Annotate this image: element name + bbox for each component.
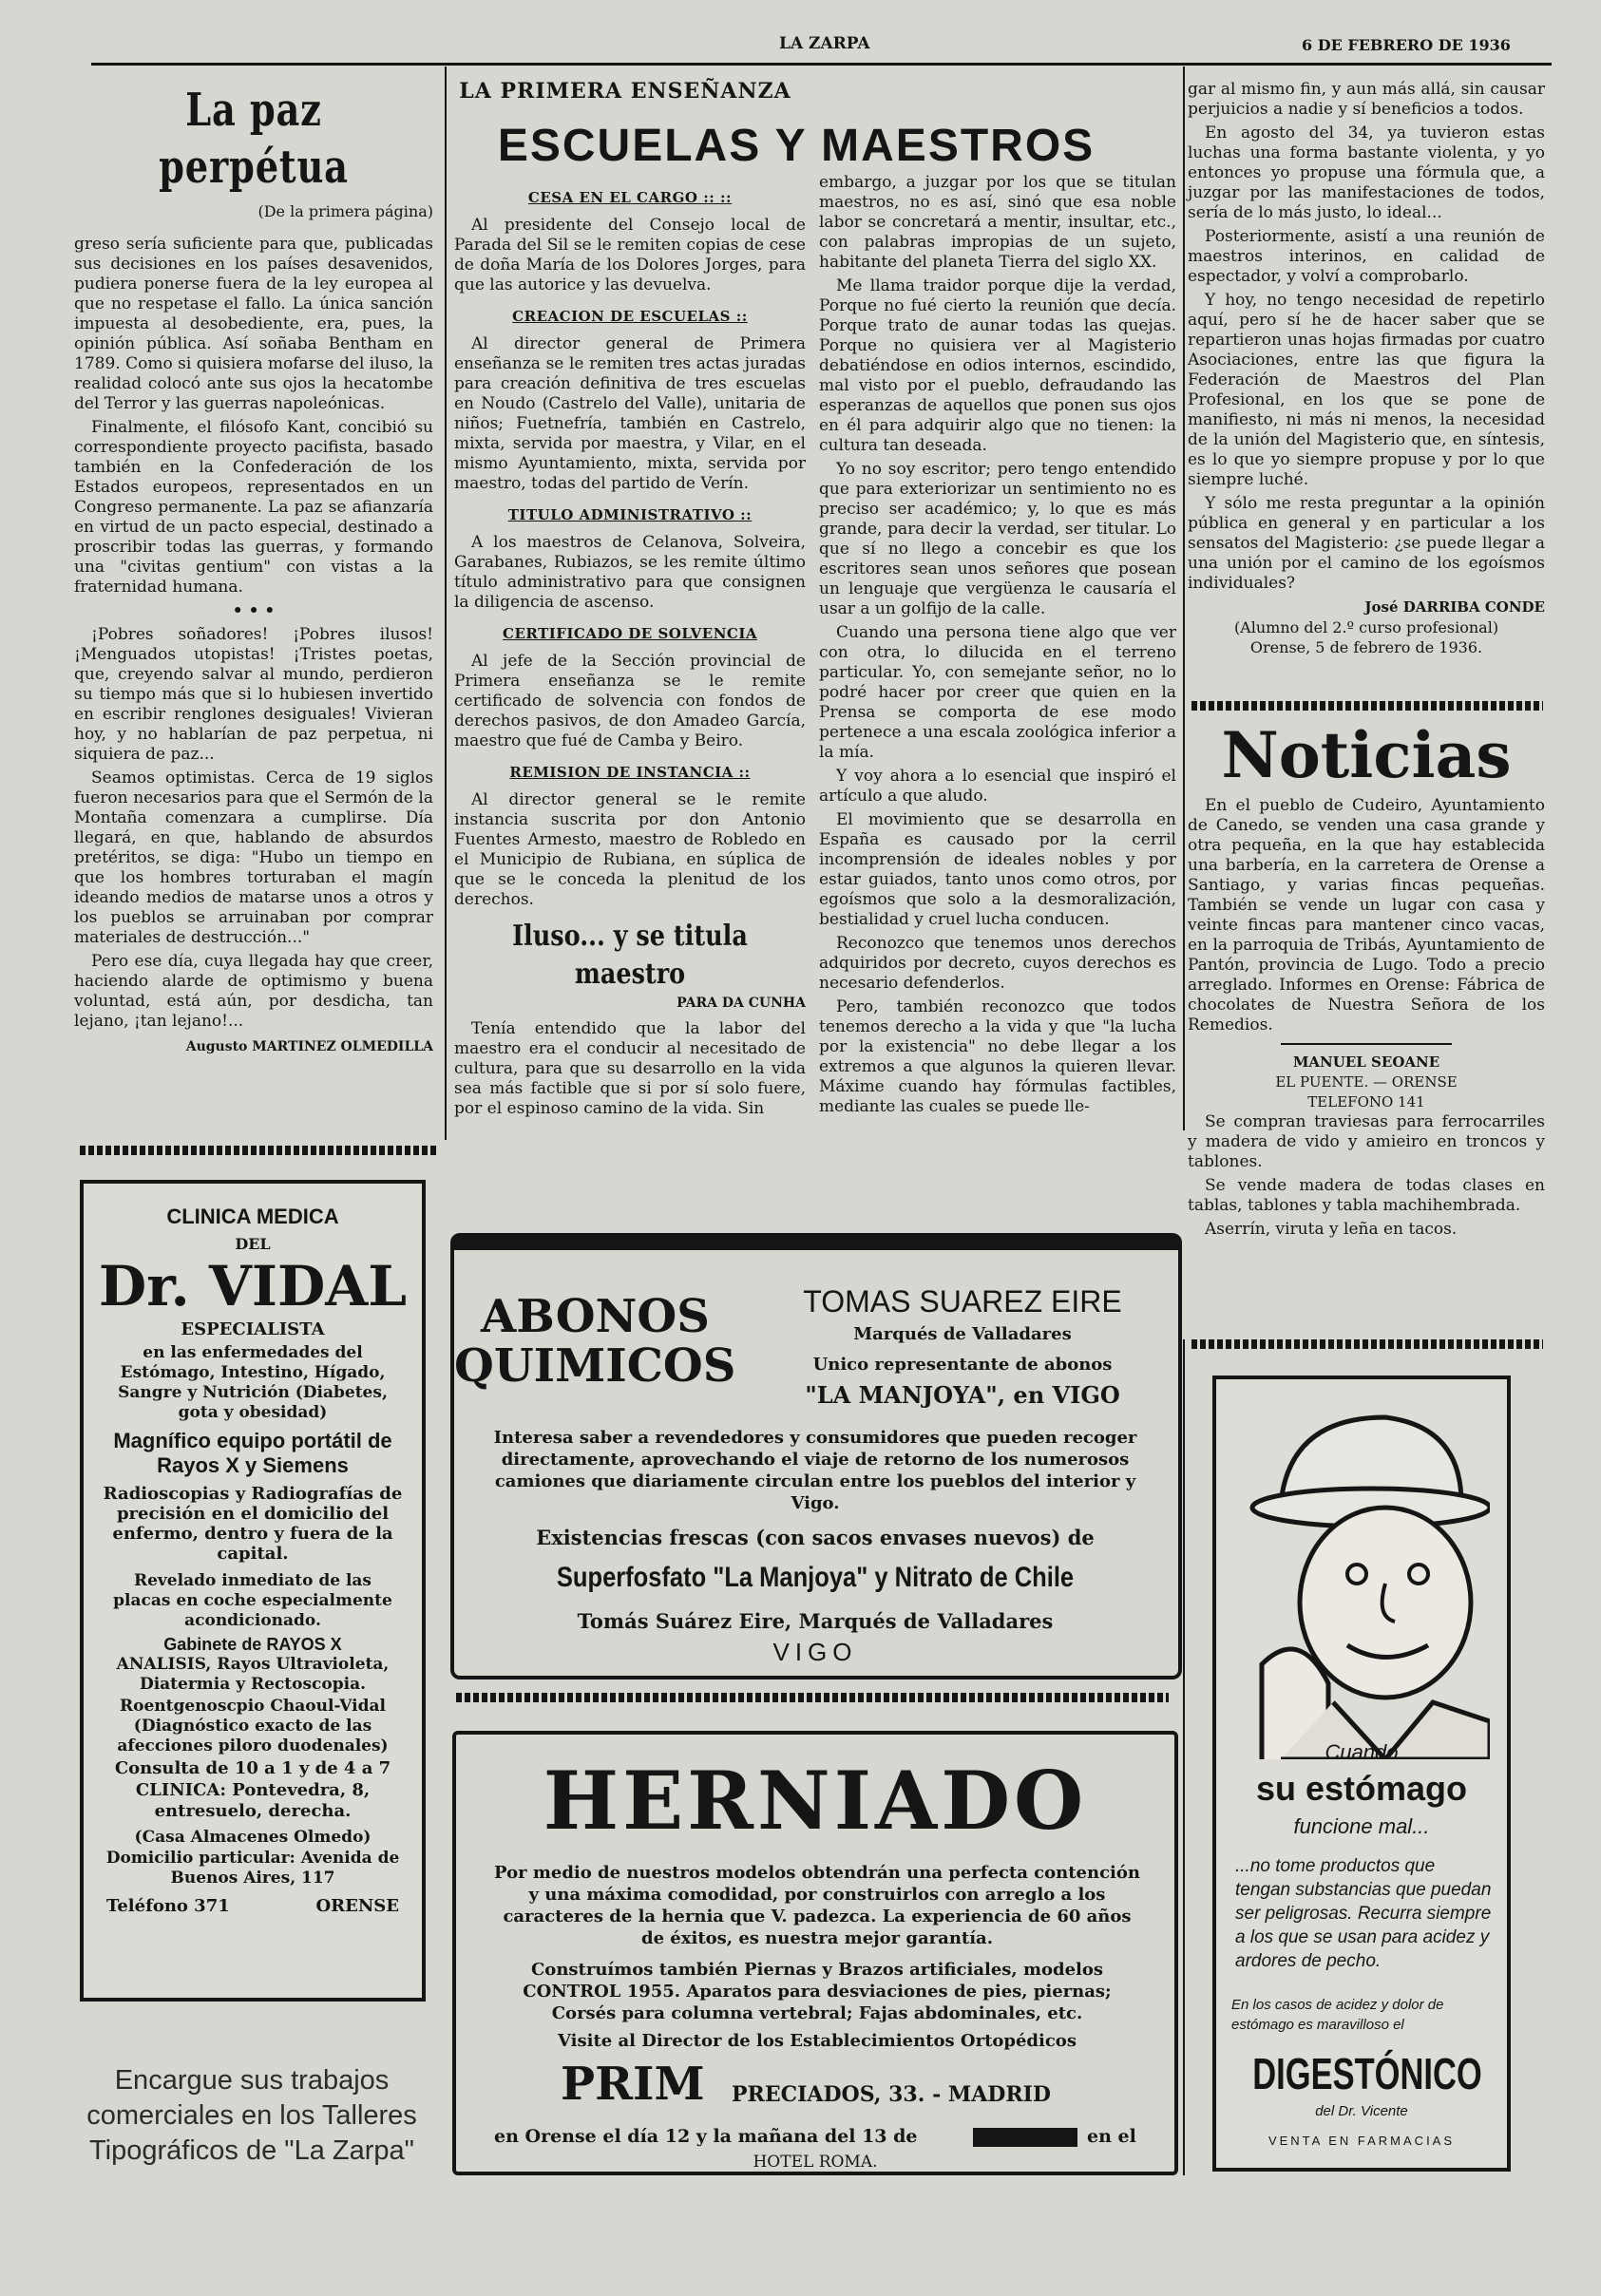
paragraph: Y hoy, no tengo necesidad de repetirlo aquí, pero sí he de hacer saber que se repartieron unas hojas firmadas por cuatro Asociaciones, entre las que figura la Federación de Maestros del Plan Profesional, en los que se pone de manifiesto, ni más ni menos, la necesidad de la unión del Magisterio que, en síntesis, es lo que yo siempre propuse y por lo que siempre luché.	[1188, 291, 1545, 489]
section-kicker: LA PRIMERA ENSEÑANZA	[459, 79, 791, 104]
ad-product: Superfosfato "La Manjoya" y Nitrato de Chile	[556, 1562, 1075, 1593]
subheading: CERTIFICADO DE SOLVENCIA	[503, 625, 757, 642]
paragraph: Al director general se le remite instancia suscrita por don Antonio Fuentes Armesto, maestro de Robledo en el Municipio de Rubiana, en súplica de que se le conceda la plenitud de los derechos.	[454, 790, 806, 909]
column-divider	[1183, 1339, 1185, 2175]
paragraph: gar al mismo fin, y aun más allá, sin causar perjuicios a nadie y sí beneficios a todos.	[1188, 80, 1545, 119]
article-title: La paz perpétua	[159, 84, 349, 194]
ad-body: ...no tome productos que tengan substancias que puedan ser peligrosas. Recurra siempre a los que se usan para acidez y ardores de pecho.	[1235, 1856, 1492, 1971]
ad-clinica-vidal	[80, 1180, 426, 2002]
column-divider	[1183, 66, 1185, 1130]
seoane-phone: TELEFONO 141	[1307, 1093, 1425, 1110]
ad-title: ABONOS	[481, 1290, 710, 1343]
ad-line: (Casa Almacenes Olmedo)	[134, 1828, 372, 1847]
paragraph: Cuando una persona tiene algo que ver con otra, lo dilucida en el terreno particular. Yo, con semejante señor, no lo podré hacer por creer que quien en la Prensa se comporta de ese modo pertenece a una escala zoológica inferior a la mía.	[819, 623, 1176, 762]
paragraph: embargo, a juzgar por los que se titulan maestros, no es así, sinó que esa noble labor se concretará a mentir, insultar, etc., con palabras impropias de un sujeto, habitante del planeta Tierra del siglo XX.	[819, 173, 1176, 272]
ad-line: CLINICA: Pontevedra, 8, entresuelo, derecha.	[135, 1780, 371, 1821]
ad-line: Roentgenoscpio Chaoul-Vidal (Diagnóstico exacto de las afecciones piloro duodenales)	[117, 1697, 389, 1755]
ad-line: CLINICA MEDICA	[166, 1205, 339, 1228]
article-signature: Augusto MARTINEZ OLMEDILLA	[185, 1039, 433, 1054]
ad-line: Visite al Director de los Establecimientos Ortopédicos	[558, 2031, 1077, 2051]
paragraph: Se vende madera de todas clases en tablas, tablones y tabla machihembrada.	[1188, 1176, 1545, 1215]
dash-separator	[1191, 701, 1543, 711]
paragraph: Aserrín, viruta y leña en tacos.	[1205, 1220, 1458, 1239]
paragraph: Al jefe de la Sección provincial de Primera enseñanza se le remite certificado de solvencia con fondos de derechos pasivos, de don Amadeo García, maestro que fué de Camba y Beiro.	[454, 652, 806, 750]
ad-title: QUIMICOS	[454, 1339, 736, 1393]
issue-date: 6 DE FEBRERO DE 1936	[1302, 36, 1511, 54]
ad-headline: su estómago	[1255, 1769, 1468, 1808]
subheading: CREACION DE ESCUELAS ::	[512, 308, 748, 325]
paragraph: En agosto del 34, ya tuvieron estas luchas una forma bastante violenta, y yo entonces yo propuse una fórmula que, a juzgar por las manifestaciones de todos, sería de lo más justo, lo ideal...	[1188, 123, 1545, 222]
city: ORENSE	[315, 1896, 399, 1916]
article-paz-perpetua	[74, 82, 433, 1057]
phone: Teléfono 371	[106, 1896, 230, 1916]
ad-body: En los casos de acidez y dolor de estómago es maravilloso el	[1231, 1997, 1444, 2033]
ad-digestonico	[1212, 1376, 1511, 2172]
encargue-notice: Encargue sus trabajos comerciales en los Talleres Tipográficos de "La Zarpa"	[86, 2065, 417, 2166]
section-title: ESCUELAS Y MAESTROS	[497, 121, 1096, 171]
paragraph: En el pueblo de Cudeiro, Ayuntamiento de Canedo, se venden una casa grande y otra pequeña, en la que hay establecida una barbería, en la carretera de Orense a Santiago, y varias fincas pequeñas. También se vende un lugar con casa y veinte fincas para mantener cinco vacas, en la parroquia de Tribás, Ayuntamiento de Pantón, provincia de Lugo. Todo a precio arreglado. Informes en Orense: Fábrica de chocolates de Nuestra Señora de los Remedios.	[1188, 796, 1545, 1034]
paragraph: Seamos optimistas. Cerca de 19 siglos fueron necesarios para que el Sermón de la Montaña comenzara a cumplirse. Día llegará, en que, hablando de absurdos pretéritos, se diga: "Hubo un tiempo en que los hombres torturaban el magín ideando medios de matarse unos a otros y los pueblos se arruinaban por comprar materiales de destrucción..."	[74, 768, 433, 947]
ad-address: PRECIADOS, 33. - MADRID	[732, 2082, 1052, 2107]
ad-line: DEL	[235, 1235, 271, 1253]
seoane-address: EL PUENTE. — ORENSE	[1275, 1073, 1458, 1091]
ad-abonos-quimicos	[450, 1233, 1182, 1679]
paragraph: El movimiento que se desarrolla en España es causado por la cerril incomprensión de ideales nobles y por estar guiados, tanto unos como otros, por egoísmos que solo a la desmoralización, bestialidad y cruel lucha conducen.	[819, 810, 1176, 929]
ad-line: ANALISIS, Rayos Ultravioleta, Diatermia y Rectoscopia.	[116, 1655, 390, 1694]
ad-line: en Orense el día 12 y la mañana del 13 de	[494, 2126, 918, 2147]
paragraph: Reconozco que tenemos unos derechos adquiridos por decreto, cuyos derechos es necesario defenderlos.	[819, 934, 1176, 993]
ad-line: en las enfermedades del Estómago, Intestino, Hígado, Sangre y Nutrición (Diabetes, gota y obesidad)	[118, 1343, 388, 1422]
paragraph: Me llama traidor porque dije la verdad, Porque no fué cierto la reunión que decía. Porque trato de aunar todas las quejas. Porque no quisiera ver al Magisterio debatiéndose en odios internos, escindido, mal visto por el pueblo, defraudando las esperanzas de aquellos que ponen sus ojos en él para adquirir algo que no tienen: la cultura tan deseada.	[819, 276, 1176, 455]
dash-separator	[80, 1146, 436, 1155]
ad-herniado	[452, 1731, 1178, 2175]
seoane-name: MANUEL SEOANE	[1292, 1053, 1440, 1071]
paragraph: Pero ese día, cuya llegada hay que creer, haciendo alarde de optimismo y buena voluntad, está aún, por desdicha, tan lejano, ¡tan lejano!...	[74, 952, 433, 1031]
ad-line: Gabinete de RAYOS X	[163, 1635, 342, 1654]
ad-line: VENTA EN FARMACIAS	[1267, 2134, 1456, 2148]
ad-line: "LA MANJOYA", en VIGO	[805, 1381, 1120, 1409]
article-title: Iluso... y se titula maestro	[512, 920, 748, 991]
ad-brand: PRIM	[561, 2058, 705, 2111]
author-note: (Alumno del 2.º curso profesional)	[1233, 618, 1499, 636]
dash-separator	[456, 1693, 1169, 1702]
newspaper-title: LA ZARPA	[779, 34, 870, 53]
subheading: TITULO ADMINISTRATIVO ::	[507, 506, 753, 523]
ad-line: Domicilio particular: Avenida de Buenos Aires, 117	[105, 1849, 400, 1888]
censored-block	[973, 2128, 1077, 2147]
ad-company: TOMAS SUAREZ EIRE	[803, 1284, 1122, 1319]
paragraph: Tenía entendido que la labor del maestro era el conducir al necesitado de cultura, para que su desarrollo en la vida sea más factible que si por sí solo fuere, por el espinoso camino de la vida. Sin	[454, 1019, 806, 1118]
ad-body: Por medio de nuestros modelos obtendrán una perfecta contención y una máxima comodidad, por construirlos con arreglo a los caracteres de la hernia que V. padezca. La experiencia de 60 años de éxitos, es nuestra mejor garantía.	[494, 1863, 1140, 1948]
paragraph: A los maestros de Celanova, Solveira, Garabanes, Rubiazos, se les remite último título administrativo para que consignen la diligencia de ascenso.	[454, 533, 806, 612]
separator-stars: • • •	[232, 601, 276, 620]
paragraph: Yo no soy escritor; pero tengo entendido que para exteriorizar un sentimiento no es preciso ser académico; y, lo que es más grande, para decir la verdad, ser titular. Lo que sí no llego a concebir es que los escritores sean unos señores que posean un lenguaje que vergüenza le causaría el usar a un golfijo de la calle.	[819, 460, 1176, 618]
article-continuation	[819, 173, 1176, 1121]
ad-title: HERNIADO	[543, 1754, 1088, 1848]
paragraph: greso sería suficiente para que, publicadas sus decisiones en los países desavenidos, pudiera ponerse fuera de la ley europea al que no respetase el fallo. La única sanción impuesta al desobediente, era, pues, la opinión pública. Así soñaba Bentham en 1789. Como si quisiera mofarse del iluso, la realidad colocó ante sus ojos la hecatombe del Terror y las guerras napoleónicas.	[74, 235, 433, 413]
ad-line: Magnífico equipo portátil de Rayos X y Siemens	[113, 1429, 392, 1477]
ad-line: Tomás Suárez Eire, Marqués de Valladares	[577, 1609, 1054, 1633]
ad-body: Interesa saber a revendedores y consumidores que pueden recoger directamente, aprovechando el viaje de retorno de los numerosos camiones que diariamente circulan entre los pueblos del interior y Vigo.	[493, 1428, 1137, 1513]
article-signature: José DARRIBA CONDE	[1364, 598, 1545, 616]
doctor-name: Dr. VIDAL	[98, 1254, 408, 1319]
ad-line: en el	[1087, 2126, 1136, 2147]
ad-line: Marqués de Valladares	[853, 1324, 1072, 1344]
column-divider	[445, 66, 447, 1140]
ad-line: Radioscopias y Radiografías de precisión en el domicilio del enfermo, dentro y fuera de la capital.	[103, 1484, 403, 1564]
paragraph: Y voy ahora a lo esencial que inspiró el artículo a que aludo.	[819, 767, 1176, 806]
ad-line: Unico representante de abonos	[812, 1355, 1113, 1375]
noticias-title: Noticias	[1221, 718, 1512, 792]
ad-line: Consulta de 10 a 1 y de 4 a 7	[114, 1758, 391, 1778]
article-continuation-2	[1188, 80, 1545, 657]
article-continued: (De la primera página)	[257, 202, 433, 220]
ad-line: del Dr. Vicente	[1315, 2103, 1408, 2119]
ad-brand: DIGESTÓNICO	[1252, 2049, 1482, 2098]
paragraph: Finalmente, el filósofo Kant, concibió su correspondiente proyecto pacifista, basado también en la Confederación de los Estados europeos, representados en un Congreso permanente. La paz se afianzaría en virtud de un pacto especial, destinado a proscribir todas las guerras, y formando una "civitas gentium" con vistas a la fraternidad humana.	[74, 418, 433, 597]
dateline: Orense, 5 de febrero de 1936.	[1249, 638, 1483, 656]
paragraph: Posteriormente, asistí a una reunión de maestros interinos, en calidad de espectador, y volví a comprobarlo.	[1188, 227, 1545, 286]
man-illustration	[1243, 1379, 1490, 1759]
paragraph: Se compran traviesas para ferrocarriles y madera de vido y amieiro en troncos y tablones.	[1188, 1112, 1545, 1171]
ad-city: VIGO	[772, 1638, 858, 1666]
ad-line: Existencias frescas (con sacos envases nuevos) de	[536, 1526, 1095, 1549]
ad-hotel: HOTEL ROMA.	[753, 2153, 878, 2172]
paragraph: Al presidente del Consejo local de Parada del Sil se le remiten copias de cese de doña María de los Dolores Jorges, para que las autorice y las devuelva.	[454, 216, 806, 294]
noticias-section	[1188, 714, 1545, 1243]
paragraph: Pero, también reconozco que todos tenemos derecho a la vida y que "la lucha por la existencia" no debe llegar a los extremos a que algunos la quieren llevar. Máxime cuando hay fórmulas factibles, mediante las cuales se puede lle-	[819, 997, 1176, 1116]
paragraph: ¡Pobres soñadores! ¡Pobres ilusos! ¡Menguados utopistas! ¡Tristes poetas, que, creyendo salvar al mundo, perdieron su tiempo más que si lo hubiesen invertido en escribir renglones desiguales! Vivieran hoy, y no hablarían de paz perpetua, ni siquiera de paz...	[74, 625, 433, 764]
article-byline: PARA DA CUNHA	[677, 996, 806, 1011]
subheading: REMISION DE INSTANCIA ::	[509, 764, 751, 781]
dash-separator	[1191, 1339, 1543, 1349]
header-rule	[91, 63, 1552, 66]
paragraph: Y sólo me resta preguntar a la opinión pública en general y en particular a los sensatos del Magisterio: ¿se puede llegar a una unión por el camino de los egoísmos individuales?	[1188, 494, 1545, 593]
paragraph: Al director general de Primera enseñanza se le remiten tres actas juradas para creación definitiva de tres escuelas en Noudo (Castrelo del Valle), unitaria de niños; Fuetnefría, también en Castrelo, mixta, servida por maestra, y Vilar, en el mismo Ayuntamiento, mixta, servida por maestro, todas del partido de Verín.	[454, 334, 806, 493]
ad-body: Construímos también Piernas y Brazos artificiales, modelos CONTROL 1955. Aparatos para desviaciones de pies, piernas; Corsés para columna vertebral; Fajas abdominales, etc.	[523, 1960, 1112, 2023]
subheading: CESA EN EL CARGO :: ::	[527, 189, 733, 206]
ad-line: Revelado inmediato de las placas en coche especialmente acondicionado.	[113, 1571, 392, 1630]
ad-line: Cuando	[1325, 1740, 1399, 1764]
ad-line: ESPECIALISTA	[181, 1319, 325, 1339]
ad-line: funcione mal...	[1293, 1814, 1430, 1838]
